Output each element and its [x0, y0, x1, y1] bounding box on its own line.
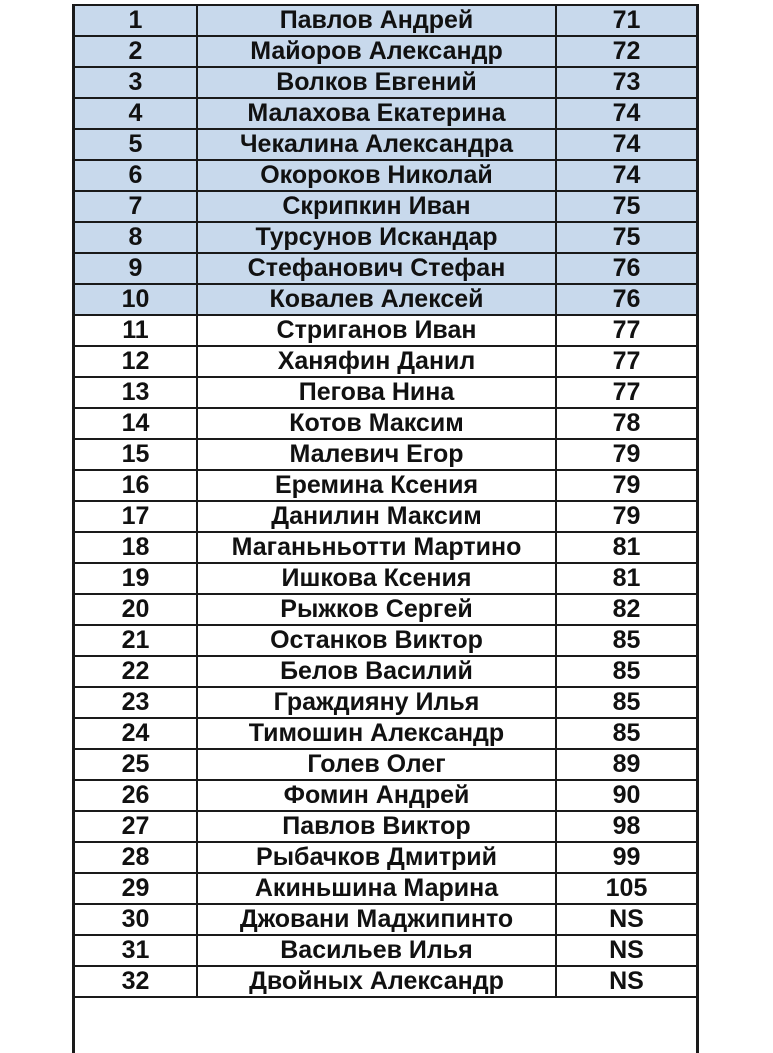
name-cell: Данилин Максим: [197, 501, 556, 532]
table-row: [75, 594, 696, 625]
score-cell: NS: [556, 935, 696, 966]
place-cell: 4: [75, 98, 197, 129]
name-cell: Граждияну Илья: [197, 687, 556, 718]
place-cell: 7: [75, 191, 197, 222]
name-cell: Рыжков Сергей: [197, 594, 556, 625]
name-cell: Маганьньотти Мартино: [197, 532, 556, 563]
place-cell: 3: [75, 67, 197, 98]
name-cell: Малевич Егор: [197, 439, 556, 470]
table-row: [75, 687, 696, 718]
place-cell: 15: [75, 439, 197, 470]
name-cell: Пегова Нина: [197, 377, 556, 408]
table-row: [75, 253, 696, 284]
name-cell: Акиньшина Марина: [197, 873, 556, 904]
place-cell: 31: [75, 935, 197, 966]
score-cell: 76: [556, 284, 696, 315]
name-cell: Чекалина Александра: [197, 129, 556, 160]
place-cell: 8: [75, 222, 197, 253]
table-row: [75, 718, 696, 749]
score-cell: 78: [556, 408, 696, 439]
table-row: [75, 966, 696, 997]
results-table-body: [75, 6, 696, 997]
score-cell: 105: [556, 873, 696, 904]
name-cell: Павлов Андрей: [197, 6, 556, 36]
name-cell: Котов Максим: [197, 408, 556, 439]
table-row: [75, 501, 696, 532]
table-row: [75, 222, 696, 253]
score-cell: 89: [556, 749, 696, 780]
place-cell: 24: [75, 718, 197, 749]
table-row: [75, 439, 696, 470]
name-cell: Ханяфин Данил: [197, 346, 556, 377]
place-cell: 19: [75, 563, 197, 594]
table-row: [75, 842, 696, 873]
name-cell: Джовани Маджипинто: [197, 904, 556, 935]
name-cell: Белов Василий: [197, 656, 556, 687]
score-cell: 99: [556, 842, 696, 873]
table-row: [75, 470, 696, 501]
place-cell: 5: [75, 129, 197, 160]
table-row: [75, 346, 696, 377]
score-cell: 73: [556, 67, 696, 98]
score-cell: 85: [556, 656, 696, 687]
score-cell: 85: [556, 718, 696, 749]
place-cell: 13: [75, 377, 197, 408]
place-cell: 11: [75, 315, 197, 346]
results-table: [75, 6, 696, 998]
score-cell: 74: [556, 129, 696, 160]
score-cell: 79: [556, 439, 696, 470]
table-row: [75, 6, 696, 36]
name-cell: Ишкова Ксения: [197, 563, 556, 594]
name-cell: Фомин Андрей: [197, 780, 556, 811]
name-cell: Майоров Александр: [197, 36, 556, 67]
name-cell: Голев Олег: [197, 749, 556, 780]
score-cell: 77: [556, 377, 696, 408]
place-cell: 12: [75, 346, 197, 377]
table-row: [75, 315, 696, 346]
place-cell: 1: [75, 6, 197, 36]
score-cell: 98: [556, 811, 696, 842]
table-row: [75, 377, 696, 408]
name-cell: Рыбачков Дмитрий: [197, 842, 556, 873]
name-cell: Малахова Екатерина: [197, 98, 556, 129]
results-sheet: [72, 4, 699, 1053]
table-row: [75, 749, 696, 780]
place-cell: 10: [75, 284, 197, 315]
score-cell: 79: [556, 501, 696, 532]
place-cell: 17: [75, 501, 197, 532]
score-cell: 79: [556, 470, 696, 501]
table-row: [75, 284, 696, 315]
place-cell: 25: [75, 749, 197, 780]
place-cell: 27: [75, 811, 197, 842]
table-row: [75, 904, 696, 935]
name-cell: Останков Виктор: [197, 625, 556, 656]
place-cell: 28: [75, 842, 197, 873]
table-row: [75, 811, 696, 842]
table-row: [75, 67, 696, 98]
table-row: [75, 656, 696, 687]
name-cell: Стриганов Иван: [197, 315, 556, 346]
score-cell: 76: [556, 253, 696, 284]
table-row: [75, 408, 696, 439]
name-cell: Павлов Виктор: [197, 811, 556, 842]
score-cell: NS: [556, 966, 696, 997]
score-cell: 74: [556, 98, 696, 129]
name-cell: Волков Евгений: [197, 67, 556, 98]
place-cell: 26: [75, 780, 197, 811]
place-cell: 6: [75, 160, 197, 191]
place-cell: 18: [75, 532, 197, 563]
score-cell: 77: [556, 346, 696, 377]
place-cell: 20: [75, 594, 197, 625]
score-cell: 82: [556, 594, 696, 625]
score-cell: 71: [556, 6, 696, 36]
place-cell: 2: [75, 36, 197, 67]
name-cell: Ковалев Алексей: [197, 284, 556, 315]
name-cell: Турсунов Искандар: [197, 222, 556, 253]
place-cell: 22: [75, 656, 197, 687]
place-cell: 14: [75, 408, 197, 439]
score-cell: NS: [556, 904, 696, 935]
score-cell: 75: [556, 191, 696, 222]
name-cell: Стефанович Стефан: [197, 253, 556, 284]
table-row: [75, 935, 696, 966]
score-cell: 75: [556, 222, 696, 253]
place-cell: 16: [75, 470, 197, 501]
score-cell: 81: [556, 563, 696, 594]
table-row: [75, 532, 696, 563]
table-row: [75, 98, 696, 129]
score-cell: 85: [556, 687, 696, 718]
name-cell: Скрипкин Иван: [197, 191, 556, 222]
name-cell: Окороков Николай: [197, 160, 556, 191]
score-cell: 77: [556, 315, 696, 346]
table-row: [75, 36, 696, 67]
table-row: [75, 191, 696, 222]
table-row: [75, 780, 696, 811]
score-cell: 90: [556, 780, 696, 811]
table-row: [75, 625, 696, 656]
name-cell: Тимошин Александр: [197, 718, 556, 749]
table-row: [75, 563, 696, 594]
place-cell: 29: [75, 873, 197, 904]
score-cell: 85: [556, 625, 696, 656]
name-cell: Еремина Ксения: [197, 470, 556, 501]
place-cell: 32: [75, 966, 197, 997]
table-row: [75, 129, 696, 160]
name-cell: Васильев Илья: [197, 935, 556, 966]
place-cell: 21: [75, 625, 197, 656]
place-cell: 23: [75, 687, 197, 718]
table-row: [75, 873, 696, 904]
score-cell: 81: [556, 532, 696, 563]
place-cell: 9: [75, 253, 197, 284]
score-cell: 74: [556, 160, 696, 191]
score-cell: 72: [556, 36, 696, 67]
table-row: [75, 160, 696, 191]
name-cell: Двойных Александр: [197, 966, 556, 997]
place-cell: 30: [75, 904, 197, 935]
